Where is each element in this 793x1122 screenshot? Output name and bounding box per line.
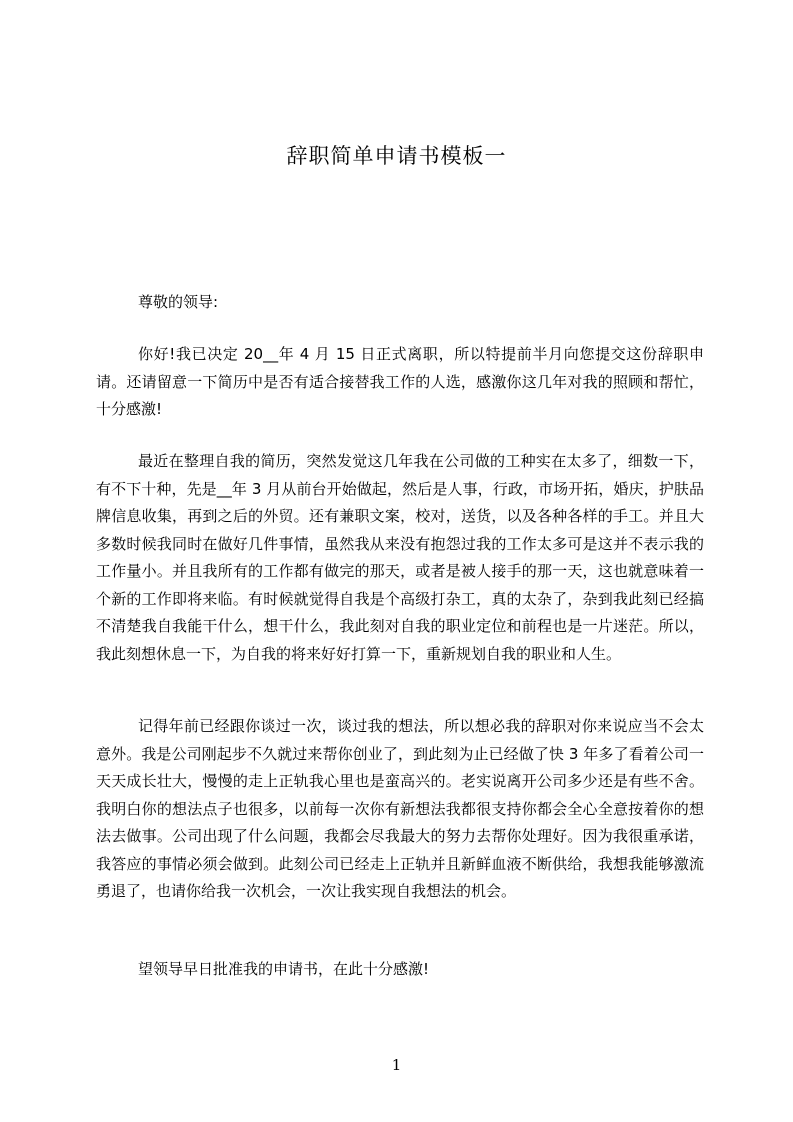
page-number: 1 xyxy=(391,1056,402,1074)
document-title: 辞职简单申请书模板一 xyxy=(286,144,507,168)
paragraph-work-history: 最近在整理自我的简历，突然发觉这几年我在公司做的工种实在太多了，细数一下，有不下十种，先是__年 3 月从前台开始做起，然后是人事，行政，市场开拓，婚庆，护肤品牌信息收集，再到之后的外贸。还有兼职文案，校对，送货，以及各种各样的手工。并且大多数时候我同时在做好几件事情，虽然我从来没有抱怨过我的工作太多可是这并不表示我的工作量小。并且我所有的工作都有做完的那天，或者是被人接手的那一天，这也就意味着一个新的工作即将来临。有时候就觉得自我是个高级打杂工，真的太杂了，杂到我此刻已经搞不清楚我自我能干什么，想干什么，我此刻对自我的职业定位和前程也是一片迷茫。所以，我此刻想休息一下，为自我的将来好好打算一下，重新规划自我的职业和人生。 xyxy=(96,452,704,663)
closing-line: 望领导早日批准我的申请书，在此十分感激! xyxy=(138,960,430,978)
paragraph-intro: 你好!我已决定 20__年 4 月 15 日正式离职，所以特提前半月向您提交这份辞职申请。还请留意一下简历中是否有适合接替我工作的人选，感激你这几年对我的照顾和帮忙，十分感激! xyxy=(96,345,704,418)
paragraph-reasons: 记得年前已经跟你谈过一次，谈过我的想法，所以想必我的辞职对你来说应当不会太意外。我是公司刚起步不久就过来帮你创业了，到此刻为止已经做了快 3 年多了看着公司一天天成长壮大，慢慢的走上正轨我心里也是蛮高兴的。老实说离开公司多少还是有些不舍。我明白你的想法点子也很多，以前每一次你有新想法我都很支持你都会全心全意按着你的想法去做事。公司出现了什么问题，我都会尽我最大的努力去帮你处理好。因为我很重承诺，我答应的事情必须会做到。此刻公司已经走上正轨并且新鲜血液不断供给，我想我能够激流勇退了，也请你给我一次机会，一次让我实现自我想法的机会。 xyxy=(96,717,704,900)
salutation: 尊敬的领导: xyxy=(138,293,219,311)
